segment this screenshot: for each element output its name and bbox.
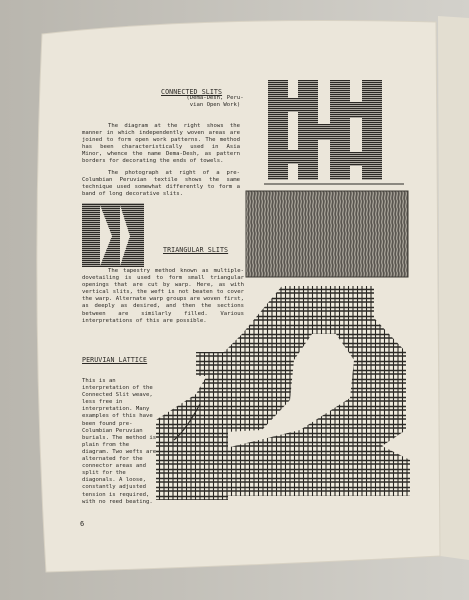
connected-slits-subtitle (186, 95, 244, 109)
triangular-slits-heading: TRIANGULAR SLITS (163, 246, 229, 254)
triangular-slits-weave-diagram (82, 203, 144, 267)
connected-slits-paragraph-1: The diagram at the right shows the manner in which independently woven areas are joined to form open work patterns. The method has been characteristically used in Asia Minor, whence the name Dema-Desh, as pattern borders for decorating the ends of towels. (82, 123, 240, 165)
connected-slits-weave-diagram (264, 78, 404, 186)
next-page-edge (438, 16, 469, 560)
peruvian-textile-photograph (246, 191, 408, 277)
subtitle-line: vian Open Work) (189, 102, 241, 108)
triangular-slits-paragraph: The tapestry method known as multiple-dovetailing is used to form small triangular openings that are cut by warp. Here, as with vertical slits, the weft is not beaten to cover the warp. Alternate warp groups are woven first, as deeply as desired, and then the sections between are similarly filled. Various interpretations of this are possible. (82, 268, 244, 324)
peruvian-lattice-heading: PERUVIAN LATTICE (82, 356, 148, 364)
subtitle-line: (Dema-Desh, Peru- (186, 95, 244, 101)
page-number: 6 (80, 520, 85, 528)
connected-slits-paragraph-2: The photograph at right of a pre-Columbian Peruvian textile shows the same technique used somewhat differently to form a band of long decorative slits. (82, 170, 240, 198)
connected-slits-heading: CONNECTED SLITS (161, 88, 223, 96)
peruvian-lattice-paragraph: This is an interpretation of the Connected Slit weave, less free in interpretation. Many examples of this have been found pre-Columbian Peruvian burials. The method is plain from the diagram. Two wefts are alternated for the connector areas and split for the diagonals. A loose, constantly adjusted tension is required, with no reed beating. (82, 378, 157, 505)
